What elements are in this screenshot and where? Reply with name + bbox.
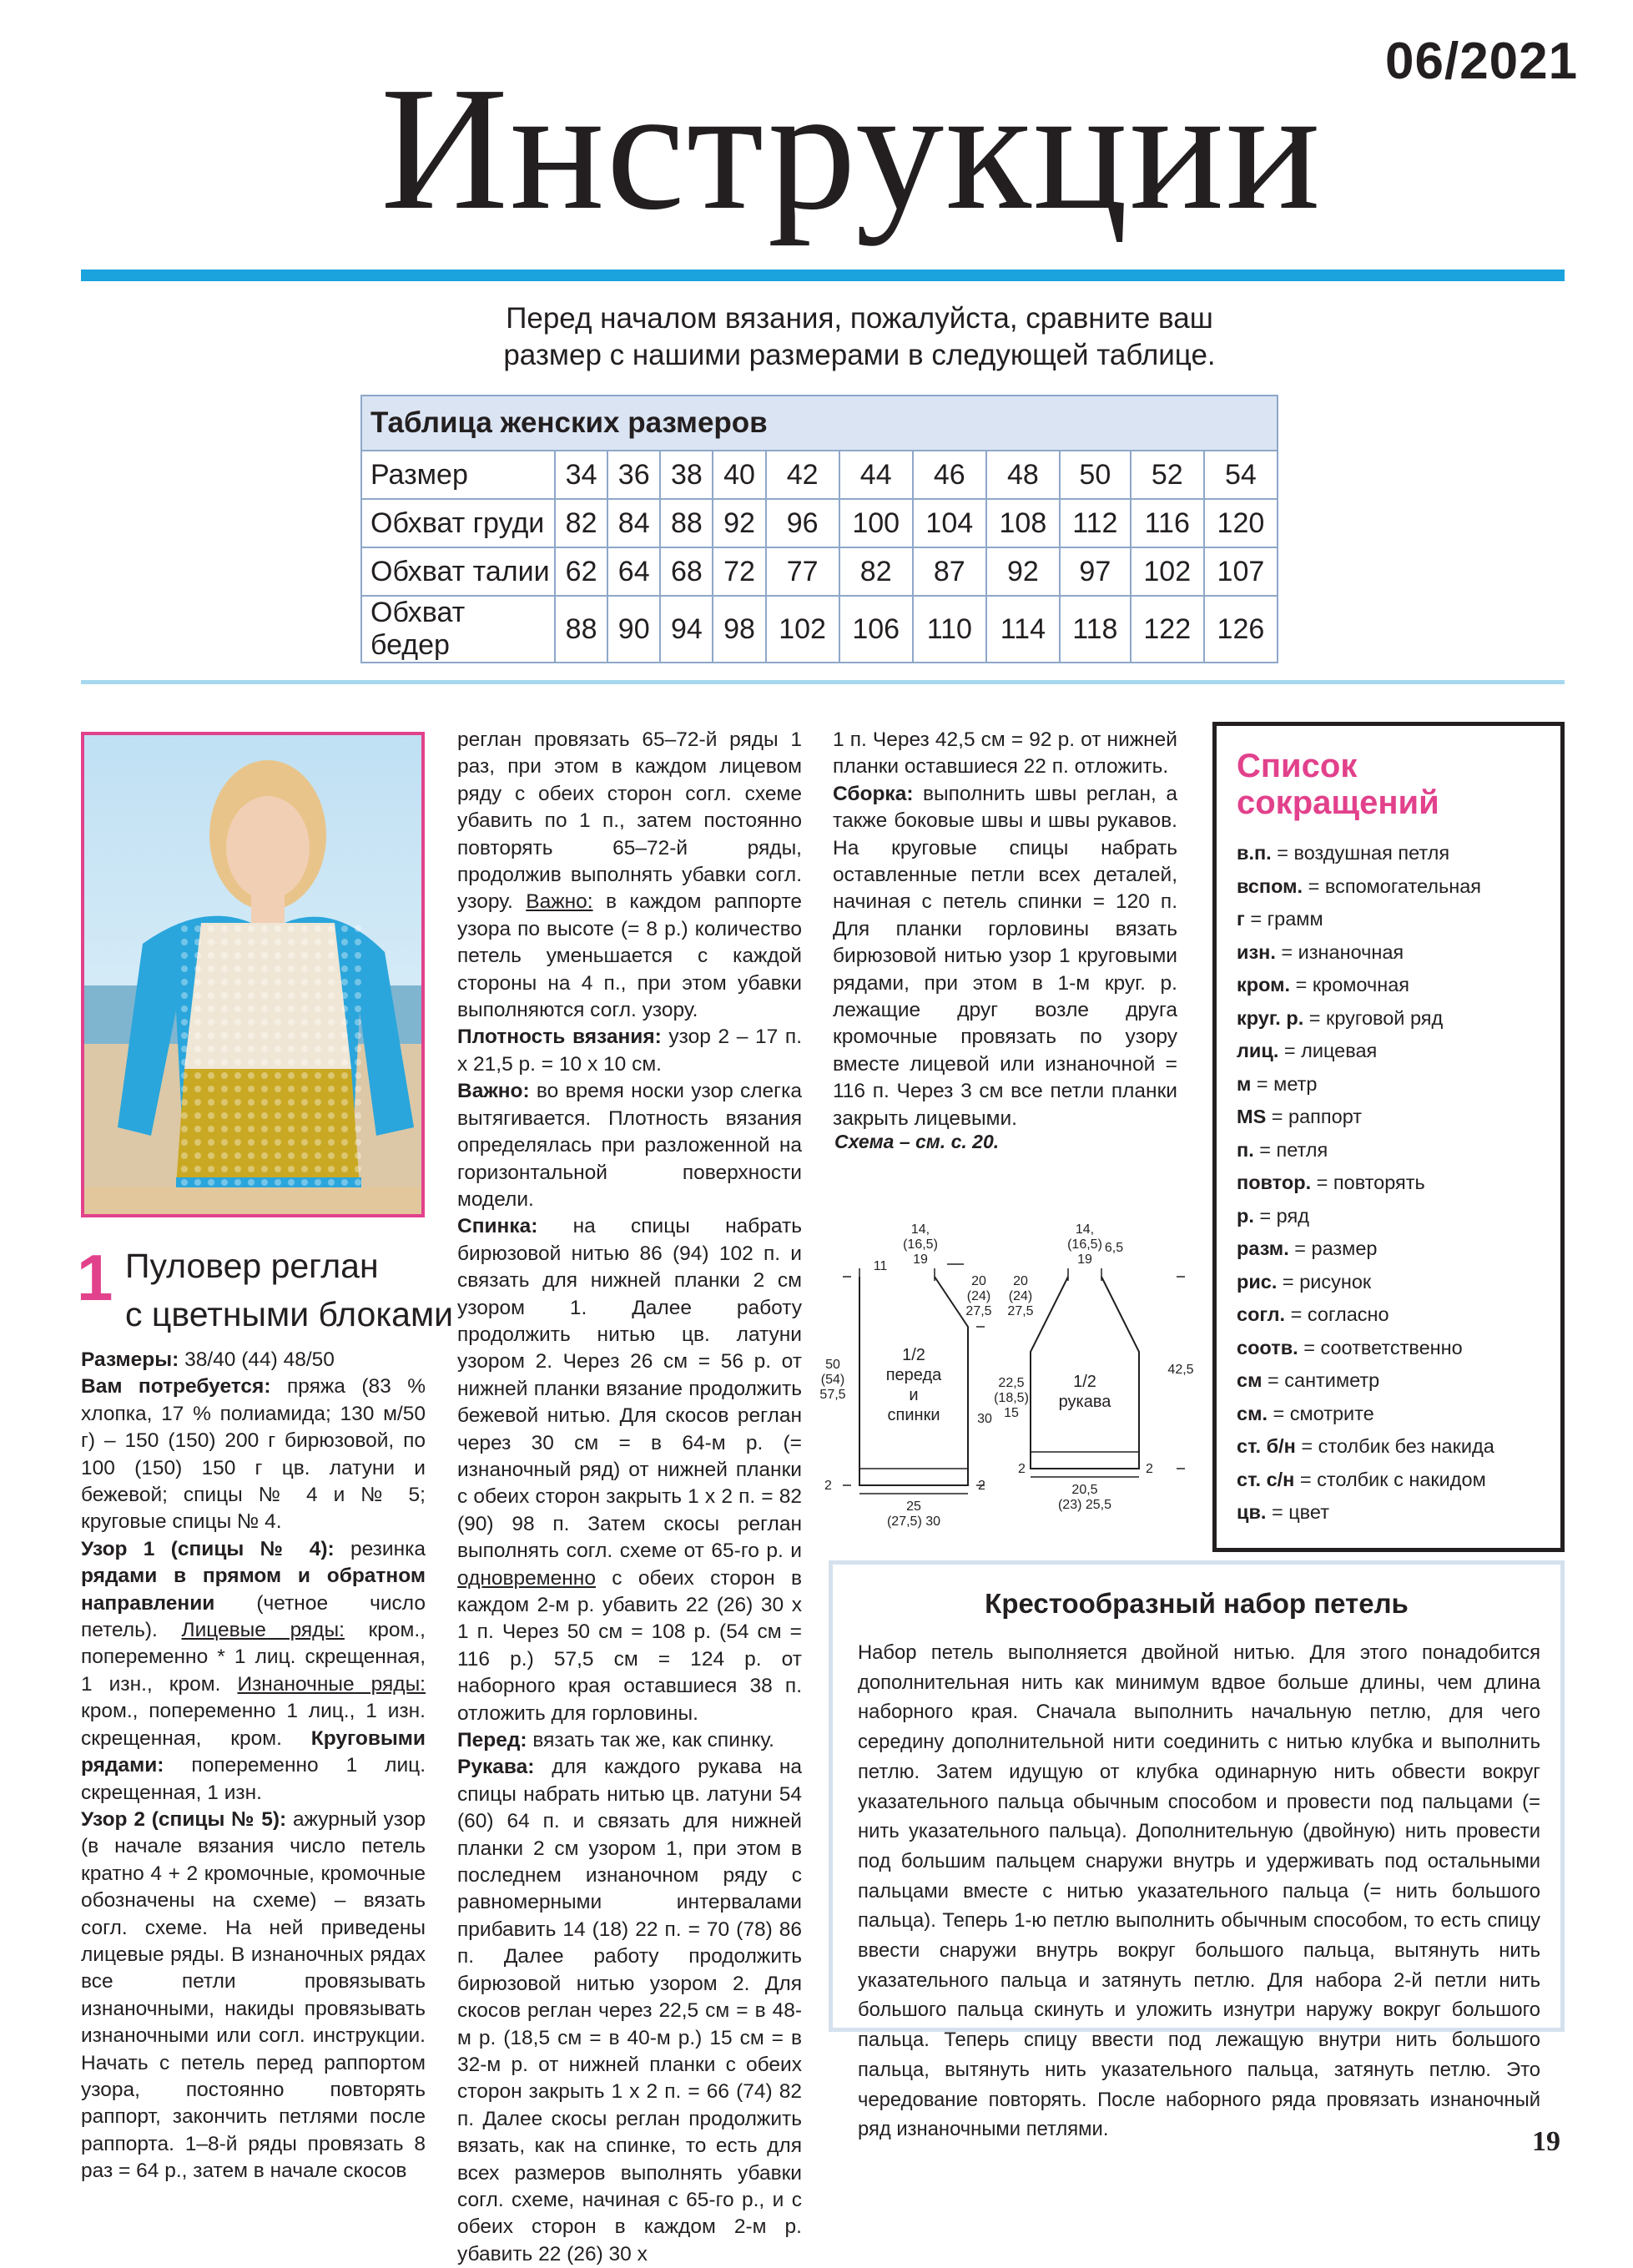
size-table-cell: 44 bbox=[839, 451, 913, 499]
instruction-text: 1 п. Через 42,5 см = 92 р. от нижней планки оставшиеся 22 п. отложить. bbox=[833, 728, 1177, 779]
abbreviation-meaning: = повторять bbox=[1311, 1172, 1425, 1193]
header-divider bbox=[81, 270, 1565, 281]
abbreviation-meaning: = сантиметр bbox=[1262, 1369, 1380, 1391]
page-title: Инструкции bbox=[381, 50, 1323, 246]
diagram-rib-front-right: 2 bbox=[978, 1479, 985, 1493]
abbreviation-term: см bbox=[1237, 1369, 1263, 1391]
diagram-sleeve-top-extra: 6,5 bbox=[1104, 1241, 1124, 1255]
instructions-column-2 bbox=[457, 727, 802, 2268]
abbreviations-title bbox=[1237, 748, 1439, 821]
instruction-keyword: Спинка: bbox=[457, 1215, 538, 1238]
instruction-text: реглан провязать 65–72-й ряды 1 раз, при этом в каждом лицевом ряду с обеих сторон согл. схеме убавить по 1 п., затем постоянно повторять 65–72-й ряды, продолжив выполнять убавки согл. узору. bbox=[457, 728, 802, 914]
abbreviation-term: разм. bbox=[1237, 1237, 1289, 1259]
section-divider bbox=[81, 680, 1565, 684]
size-table-cell: 88 bbox=[660, 499, 713, 547]
diagram-sleeve-height: 42,5 bbox=[1167, 1363, 1194, 1377]
instruction-paragraph bbox=[833, 727, 1177, 781]
abbreviation-item bbox=[1237, 936, 1554, 970]
abbreviation-term: г bbox=[1237, 908, 1245, 930]
abbreviation-item bbox=[1237, 1298, 1554, 1332]
size-table-cell: 116 bbox=[1131, 499, 1204, 547]
abbreviation-item bbox=[1237, 1101, 1554, 1134]
size-table-cell: 50 bbox=[1060, 451, 1131, 499]
abbreviations-list bbox=[1237, 837, 1554, 1530]
diagram-sleeve-raglan: 20 (24) 27,5 bbox=[1007, 1274, 1034, 1318]
abbreviation-term: в.п. bbox=[1237, 842, 1272, 864]
diagram-front-raglan: 20 (24) 27,5 bbox=[965, 1274, 992, 1318]
abbreviation-term: ст. с/н bbox=[1237, 1468, 1295, 1490]
abbreviation-meaning: = цвет bbox=[1266, 1501, 1329, 1523]
size-table-title: Таблица женских размеров bbox=[361, 396, 1278, 451]
abbreviation-item bbox=[1237, 1232, 1554, 1266]
size-table-row-label: Размер bbox=[361, 451, 555, 499]
abbreviation-term: согл. bbox=[1237, 1303, 1286, 1325]
instruction-text: ажурный узор (в начале вязания число петель кратно 4 + 2 кромочные, кромочные обозначены на схеме) – вязать согл. схеме. На ней приведены лицевые ряды. В изнаночных рядах все петли провязывать изнаночными, накиды провязывать изнаночными или согл. инструкции. Начать с петель перед раппортом узора, постоянно повторять раппорт, закончить петлями после раппорта. 1–8-й ряды провязать 8 раз = 64 р., затем в начале скосов bbox=[81, 1807, 426, 2183]
abbreviation-term: лиц. bbox=[1237, 1040, 1279, 1061]
abbreviation-item bbox=[1237, 1167, 1554, 1200]
size-table-cell: 126 bbox=[1204, 596, 1278, 663]
abbreviation-term: повтор. bbox=[1237, 1172, 1312, 1193]
size-table-cell: 42 bbox=[766, 451, 839, 499]
abbreviation-meaning: = ряд bbox=[1253, 1204, 1309, 1227]
cast-on-text: Набор петель выполняется двойной нитью. Для этого понадобится дополнительная нить как минимум вдвое больше длины, чем длина наборного края. Сначала выполнить начальную петлю, для чего середину дополнительной нити соединить с нитью клубка и выполнить петлю. Затем идущую от клубка одинарную нить обвести вокруг указательного пальца обычным способом и провести под пальцами (= нить указательного пальца). Дополнительную (двойную) нить провести под большим пальцем снаружи внутрь и удерживать под остальными пальцами вместе с нитью указательного пальца (= нить большого пальца). Теперь 1-ю петлю выполнить обычным способом, то есть спицу ввести снаружи внутрь вокруг большого пальца, вытянуть нить указательного пальца и затянуть петлю. Для набора 2-й петли нить большого пальца скинуть и уложить изнутри наружу вокруг большого пальца. Теперь спицу ввести под лежащую внутри нить большого пальца, вытянуть нить указательного пальца, затянуть петлю. Это чередование повторять. После наборного ряда провязать изнаночный ряд изнаночными петлями. bbox=[858, 1641, 1540, 2141]
size-table-cell: 54 bbox=[1204, 451, 1278, 499]
diagram-front-shoulder: 11 bbox=[873, 1259, 888, 1273]
instruction-keyword: Узор 2 (спицы № 5): bbox=[81, 1807, 287, 1831]
size-table-cell: 120 bbox=[1204, 499, 1278, 547]
abbreviation-meaning: = смотрите bbox=[1267, 1402, 1374, 1424]
intro-text bbox=[367, 300, 1352, 374]
pattern-title-line: с цветными блоками bbox=[125, 1295, 454, 1333]
abbreviation-meaning: = кромочная bbox=[1290, 974, 1410, 995]
abbreviation-term: м bbox=[1237, 1072, 1252, 1095]
abbreviation-term: см. bbox=[1237, 1402, 1268, 1424]
size-table-cell: 96 bbox=[766, 499, 839, 547]
size-table-cell: 52 bbox=[1131, 451, 1204, 499]
size-table bbox=[360, 395, 1278, 663]
instruction-text: узор 2 – 17 п. х 21,5 р. = 10 х 10 см. bbox=[457, 1026, 802, 1076]
diagram-front-label: 1/2 переда и спинки bbox=[885, 1346, 942, 1424]
abbreviation-item bbox=[1237, 837, 1554, 870]
diagram-rib-sleeve-left: 2 bbox=[1018, 1462, 1026, 1476]
abbreviation-term: кром. bbox=[1237, 974, 1291, 995]
size-table-cell: 104 bbox=[913, 499, 986, 547]
size-table-cell: 90 bbox=[607, 596, 660, 663]
diagram-front-top: 14, (16,5) 19 bbox=[903, 1222, 938, 1267]
size-table-cell: 77 bbox=[766, 547, 839, 596]
size-table-row bbox=[361, 499, 1278, 547]
abbreviation-term: цв. bbox=[1237, 1501, 1267, 1523]
instruction-text: кром., попеременно 1 лиц., 1 изн. скрещенная, кром. bbox=[81, 1700, 426, 1750]
abbreviation-term: MS bbox=[1237, 1106, 1267, 1127]
instruction-text: резинка bbox=[334, 1537, 426, 1560]
intro-line: Перед началом вязания, пожалуйста, сравните ваш bbox=[506, 302, 1213, 335]
diagram-sleeve-label: 1/2 рукава bbox=[1058, 1373, 1111, 1411]
instruction-paragraph bbox=[81, 1536, 426, 1807]
abbreviation-item bbox=[1237, 1430, 1554, 1464]
instruction-paragraph bbox=[457, 727, 802, 1024]
diagram-sleeve-length: 22,5 (18,5) 15 bbox=[994, 1376, 1029, 1420]
size-table-cell: 64 bbox=[607, 547, 660, 596]
size-table-cell: 82 bbox=[555, 499, 607, 547]
abbreviation-term: вспом. bbox=[1237, 874, 1303, 897]
abbreviation-term: рис. bbox=[1237, 1270, 1278, 1293]
abbreviations-title-line: Список bbox=[1237, 748, 1358, 784]
size-table-cell: 92 bbox=[986, 547, 1060, 596]
diagram-front-width: 25 (27,5) 30 bbox=[886, 1499, 941, 1529]
instruction-keyword: Перед: bbox=[457, 1729, 527, 1752]
instruction-text: (четное число петель). bbox=[81, 1591, 426, 1642]
abbreviation-term: п. bbox=[1237, 1138, 1254, 1161]
size-table-row-label: Обхват груди bbox=[361, 499, 555, 547]
size-table-cell: 34 bbox=[555, 451, 607, 499]
instruction-text: кром., попеременно * 1 лиц. скрещенная, 1 изн., кром. bbox=[81, 1619, 426, 1696]
size-table-cell: 84 bbox=[607, 499, 660, 547]
schema-caption: Схема – см. с. 20. bbox=[834, 1131, 1000, 1152]
instruction-keyword: Плотность вязания: bbox=[457, 1026, 662, 1049]
instruction-text: выполнить швы реглан, а также боковые швы и швы рукавов. На круговые спицы набрать оставленные петли всех деталей, начиная с петель спинки = 120 п. Для планки горловины вязать бирюзовой нитью узор 1 круговыми рядами, при этом в 1-м круг. р. лежащие друг возле друга кромочные провязать по узору вместе лицевой или изнаночной = 116 п. Через 3 см все петли планки закрыть лицевыми. bbox=[833, 782, 1177, 1130]
size-table-cell: 94 bbox=[660, 596, 713, 663]
abbreviation-term: ст. б/н bbox=[1237, 1435, 1296, 1457]
instruction-keyword: Круговыми рядами: bbox=[81, 1726, 426, 1777]
abbreviation-term: р. bbox=[1237, 1204, 1254, 1227]
abbreviation-meaning: = петля bbox=[1253, 1138, 1328, 1161]
abbreviation-meaning: = грамм bbox=[1244, 908, 1323, 930]
abbreviation-term: круг. р. bbox=[1237, 1006, 1304, 1029]
instruction-keyword: рядами в прямом и обратном направлении bbox=[81, 1565, 426, 1615]
size-table-cell: 112 bbox=[1060, 499, 1131, 547]
page-number: 19 bbox=[1532, 2126, 1560, 2157]
instruction-paragraph bbox=[457, 1754, 802, 2268]
diagram-sleeve-top: 14, (16,5) 19 bbox=[1067, 1222, 1102, 1267]
instruction-paragraph bbox=[81, 1347, 426, 1373]
diagram-front-side: 30 bbox=[977, 1412, 992, 1426]
abbreviation-meaning: = соответственно bbox=[1298, 1336, 1463, 1358]
instruction-text: 38/40 (44) 48/50 bbox=[179, 1348, 335, 1371]
size-table-cell: 106 bbox=[839, 596, 913, 663]
size-table-cell: 48 bbox=[986, 451, 1060, 499]
abbreviation-meaning: = столбик с накидом bbox=[1294, 1468, 1486, 1490]
diagram-rib-front-left: 2 bbox=[824, 1479, 832, 1493]
abbreviation-item bbox=[1237, 1134, 1554, 1167]
size-table-cell: 100 bbox=[839, 499, 913, 547]
instructions-column-1 bbox=[81, 1347, 426, 2185]
size-table-cell: 92 bbox=[713, 499, 765, 547]
abbreviation-item bbox=[1237, 1364, 1554, 1398]
abbreviation-meaning: = метр bbox=[1251, 1072, 1318, 1095]
size-table-cell: 110 bbox=[913, 596, 986, 663]
abbreviation-meaning: = лицевая bbox=[1278, 1040, 1378, 1061]
abbreviation-meaning: = воздушная петля bbox=[1271, 842, 1450, 864]
pattern-title bbox=[125, 1242, 453, 1338]
size-table-cell: 114 bbox=[986, 596, 1060, 663]
issue-number: 06/2021 bbox=[1385, 33, 1579, 90]
abbreviations-box bbox=[1212, 722, 1565, 1552]
size-table-cell: 122 bbox=[1131, 596, 1204, 663]
instruction-paragraph bbox=[457, 1078, 802, 1213]
pattern-diagram bbox=[818, 1202, 1210, 1540]
instruction-underlined: Лицевые ряды: bbox=[181, 1619, 345, 1642]
size-table-row bbox=[361, 547, 1278, 596]
size-table-cell: 108 bbox=[986, 499, 1060, 547]
abbreviation-meaning: = круговой ряд bbox=[1303, 1006, 1444, 1029]
size-table-row-label: Обхват бедер bbox=[361, 596, 555, 663]
instruction-underlined: Изнаночные ряды: bbox=[237, 1672, 426, 1696]
abbreviation-meaning: = вспомогательная bbox=[1303, 874, 1481, 897]
instruction-paragraph bbox=[833, 781, 1177, 1132]
size-table-cell: 98 bbox=[713, 596, 765, 663]
instruction-text: во время носки узор слегка вытягивается. Плотность вязания определялась при разложенной на горизонтальной поверхности модели. bbox=[457, 1080, 802, 1211]
instruction-keyword: Важно: bbox=[457, 1080, 530, 1103]
abbreviation-item bbox=[1237, 1332, 1554, 1365]
abbreviation-term: соотв. bbox=[1237, 1336, 1298, 1358]
abbreviation-meaning: = размер bbox=[1288, 1237, 1378, 1259]
instruction-text: попеременно 1 лиц. скрещенная, 1 изн. bbox=[81, 1754, 426, 1804]
instruction-keyword: Размеры: bbox=[81, 1348, 179, 1371]
pattern-title-line: Пуловер реглан bbox=[125, 1247, 379, 1285]
size-table-cell: 62 bbox=[555, 547, 607, 596]
abbreviation-item bbox=[1237, 969, 1554, 1002]
instructions-column-3 bbox=[833, 727, 1177, 1132]
abbreviation-item bbox=[1237, 1398, 1554, 1431]
instruction-text: пряжа (83 % хлопка, 17 % полиамида; 130 м/50 г) – 150 (150) 200 г бирюзовой, по 100 (150) 150 г цв. латуни и бежевой; спицы № 4 и № 5; круговые спицы № 4. bbox=[81, 1375, 426, 1534]
abbreviation-item bbox=[1237, 1464, 1554, 1497]
abbreviation-meaning: = согласно bbox=[1285, 1303, 1389, 1325]
diagram-front-height: 50 (54) 57,5 bbox=[819, 1358, 846, 1402]
abbreviation-item bbox=[1237, 903, 1554, 936]
instruction-text: на спицы набрать бирюзовой нитью 86 (94) 102 п. и связать для нижней планки 2 см узором 1. Далее работу продолжить нитью цв. латуни узором 2. Через 26 см = 56 р. от нижней планки вязание продолжить бежевой нитью. Для скосов реглан через 30 см = в 64-м р. (= изнаночный ряд) от нижней планки с обеих сторон закрыть 1 х 2 п. = 82 (90) 98 п. Затем скосы реглан выполнять согл. схеме от 65-го р. и bbox=[457, 1215, 802, 1563]
size-table-row bbox=[361, 596, 1278, 663]
instruction-keyword: Сборка: bbox=[833, 782, 914, 805]
abbreviation-item bbox=[1237, 870, 1554, 904]
size-table-cell: 107 bbox=[1204, 547, 1278, 596]
diagram-rib-sleeve-right: 2 bbox=[1146, 1462, 1153, 1476]
instruction-underlined: одновременно bbox=[457, 1566, 596, 1590]
abbreviation-meaning: = столбик без накида bbox=[1295, 1435, 1494, 1457]
size-table-cell: 72 bbox=[713, 547, 765, 596]
size-table-cell: 68 bbox=[660, 547, 713, 596]
abbreviations-title-line: сокращений bbox=[1237, 784, 1439, 821]
instruction-text: для каждого рукава на спицы набрать нитью цв. латуни 54 (60) 64 п. и связать для нижней планки 2 см узором 1, при этом в последнем изнаночном ряду с равномерными интервалами прибавить 14 (18) 22 п. = 70 (78) 86 п. Далее работу продолжить бирюзовой нитью узором 2. Для скосов реглан через 22,5 см = в 48-м р. (18,5 см = в 40-м р.) 15 см = в 32-м р. от нижней планки с обеих сторон закрыть 1 х 2 п. = 66 (74) 82 п. Далее скосы реглан продолжить вязать, как на спинке, то есть для всех размеров выполнять убавки согл. схеме, начиная с 65-го р., и с обеих сторон в каждом 2-м р. убавить 22 (26) 30 х bbox=[457, 1756, 802, 2265]
abbreviation-item bbox=[1237, 1002, 1554, 1036]
cast-on-title: Крестообразный набор петель bbox=[985, 1588, 1409, 1619]
pattern-number: 1 bbox=[77, 1241, 113, 1314]
abbreviation-item bbox=[1237, 1200, 1554, 1233]
size-table-cell: 102 bbox=[766, 596, 839, 663]
instruction-paragraph bbox=[457, 1024, 802, 1078]
instruction-underlined: Важно: bbox=[526, 890, 593, 914]
instruction-keyword: Вам потребуется: bbox=[81, 1375, 271, 1399]
size-table-cell: 102 bbox=[1131, 547, 1204, 596]
diagram-sleeve-width: 20,5 (23) 25,5 bbox=[1057, 1483, 1112, 1512]
instruction-text: в каждом раппорте узора по высоте (= 8 р.) количество петель уменьшается с каждой стороны на 4 п., при этом убавки выполняются согл. узору. bbox=[457, 890, 802, 1022]
abbreviation-item bbox=[1237, 1266, 1554, 1299]
size-table-cell: 40 bbox=[713, 451, 765, 499]
size-table-cell: 46 bbox=[913, 451, 986, 499]
size-table-cell: 82 bbox=[839, 547, 913, 596]
abbreviation-item bbox=[1237, 1035, 1554, 1068]
instruction-paragraph bbox=[81, 1373, 426, 1535]
instruction-text: вязать так же, как спинку. bbox=[527, 1729, 774, 1752]
size-table-cell: 36 bbox=[607, 451, 660, 499]
size-table-cell: 88 bbox=[555, 596, 607, 663]
abbreviation-meaning: = раппорт bbox=[1266, 1106, 1363, 1127]
size-table-cell: 118 bbox=[1060, 596, 1131, 663]
instruction-paragraph bbox=[457, 1213, 802, 1727]
instruction-text: с обеих сторон в каждом 2-м р. убавить 22 (26) 30 х 1 п. Через 50 см = 108 р. (54 см = 116 р.) 57,5 см = 124 р. от наборного края оставшиеся 38 п. отложить для горловины. bbox=[457, 1566, 802, 1725]
size-table-cell: 38 bbox=[660, 451, 713, 499]
instruction-paragraph bbox=[81, 1807, 426, 2185]
intro-line: размер с нашими размерами в следующей таблице. bbox=[503, 339, 1216, 371]
instruction-paragraph bbox=[457, 1727, 802, 1754]
cast-on-box bbox=[829, 1560, 1565, 2141]
instruction-keyword: Узор 1 (спицы № 4): bbox=[81, 1537, 335, 1560]
instruction-keyword: Рукава: bbox=[457, 1756, 535, 1779]
size-table-cell: 97 bbox=[1060, 547, 1131, 596]
abbreviation-meaning: = изнаночная bbox=[1275, 940, 1404, 963]
size-table-row-label: Обхват талии bbox=[361, 547, 555, 596]
abbreviation-item bbox=[1237, 1496, 1554, 1530]
size-table-cell: 87 bbox=[913, 547, 986, 596]
abbreviation-term: изн. bbox=[1237, 940, 1276, 963]
size-table-row bbox=[361, 451, 1278, 499]
abbreviation-item bbox=[1237, 1068, 1554, 1101]
abbreviation-meaning: = рисунок bbox=[1277, 1270, 1372, 1293]
model-photo bbox=[81, 732, 425, 1217]
